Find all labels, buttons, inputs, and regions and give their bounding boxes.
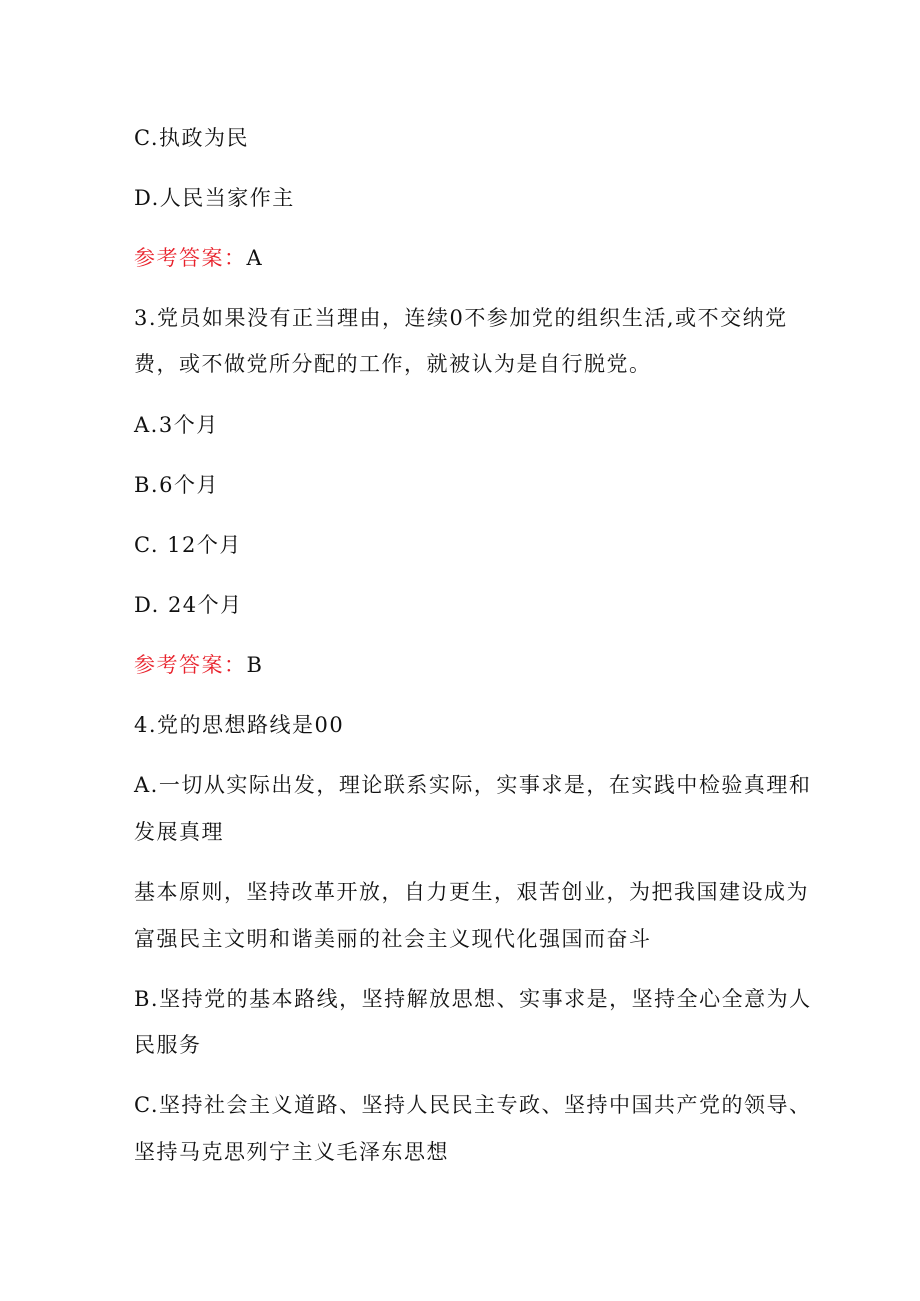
option-c-q2: C.执政为民	[134, 126, 249, 150]
answer-label: 参考答案：	[134, 246, 247, 270]
option-c-q4-line-2: 坚持马克思列宁主义毛泽东思想	[134, 1140, 449, 1164]
question-3-line-1: 3.党员如果没有正当理由，连续0不参加党的组织生活,或不交纳党	[134, 306, 788, 330]
paragraph-line-2: 富强民主文明和谐美丽的社会主义现代化强国而奋斗	[134, 927, 652, 951]
option-a-q3: A.3个月	[134, 413, 219, 437]
option-d-q3: D. 24个月	[134, 593, 243, 617]
option-b-q4-line-2: 民服务	[134, 1033, 202, 1057]
option-a-q4-line-1: A.一切从实际出发，理论联系实际，实事求是，在实践中检验真理和	[134, 773, 812, 797]
answer-q2	[134, 248, 263, 269]
answer-value: B	[246, 653, 264, 677]
option-c-q3: C. 12个月	[134, 533, 242, 557]
option-b-q4-line-1: B.坚持党的基本路线，坚持解放思想、实事求是，坚持全心全意为人	[134, 987, 812, 1011]
paragraph-line-1: 基本原则，坚持改革开放，自力更生，艰苦创业，为把我国建设成为	[134, 880, 809, 904]
answer-value: A	[246, 246, 264, 270]
option-b-q3: B.6个月	[134, 473, 219, 497]
question-3-line-2: 费，或不做党所分配的工作，就被认为是自行脱党。	[134, 352, 652, 376]
option-d-q2: D.人民当家作主	[134, 186, 295, 210]
option-c-q4-line-1: C.坚持社会主义道路、坚持人民民主专政、坚持中国共产党的领导、	[134, 1093, 812, 1117]
answer-q3	[134, 655, 263, 676]
question-4: 4.党的思想路线是00	[134, 713, 345, 737]
option-a-q4-line-2: 发展真理	[134, 820, 224, 844]
answer-label: 参考答案：	[134, 653, 247, 677]
